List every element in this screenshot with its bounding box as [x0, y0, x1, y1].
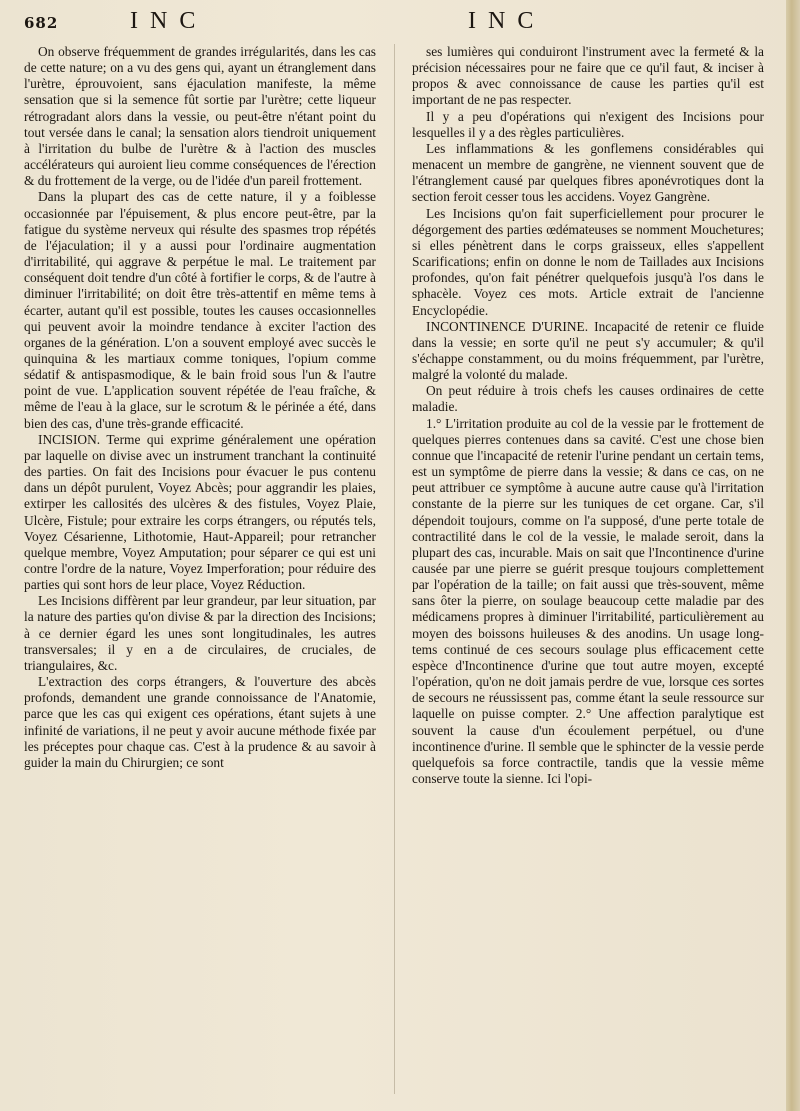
page-edge	[786, 0, 800, 1111]
paragraph: On peut réduire à trois chefs les causes ordinaires de cette maladie.	[412, 383, 764, 415]
column-divider	[394, 44, 395, 1094]
running-header	[0, 6, 800, 40]
paragraph: L'extraction des corps étrangers, & l'ouverture des abcès profonds, demandent une grande connoissance de l'Anatomie, parce que les cas qui exigent ces opérations, étant sujets à une infinité de variations, il ne peut y avoir aucune méthode fixée par les préceptes pour chaque cas. C'est à la prudence & au savoir à guider la main du Chirurgien; ce sont	[24, 674, 376, 770]
paragraph: Les Incisions qu'on fait superficiellement pour procurer le dégorgement des parties œdémateuses se nomment Mouchetures; si elles pénètrent dans le corps graisseux, elles s'appellent Scarifications; enfin on donne le nom de Taillades aux Incisions profondes, qu'on fait pénétrer quelquefois jusqu'à l'os dans le sphacèle. Voyez ces mots. Article extrait de l'ancienne Encyclopédie.	[412, 205, 764, 318]
paragraph: Dans la plupart des cas de cette nature, il y a foiblesse occasionnée par l'épuisement, & plus encore peut-être, par la fatigue du système nerveux qui résulte des spasmes trop répétés de l'éjaculation; il y a aussi pour l'ordinaire augmentation d'irritabilité, qui aggrave & perpétue le mal. Le traitement par conséquent doit tendre d'un côté à fortifier le corps, & de l'autre à diminuer l'irritabilité; on doit être très-attentif en même tems à écarter, autant qu'il est possible, toutes les causes occasionnelles qui peuvent avoir la moindre tendance à exciter l'action des organes de la génération. L'on a souvent employé avec succès le quinquina & les martiaux comme toniques, l'opium comme sédatif & antispasmodique, & le bain froid sous l'un & l'autre point de vue. L'application souvent répétée de l'eau fraîche, & même de l'eau à la glace, sur le scrotum & le périnée a été, dans bien des cas, d'une très-grande efficacité.	[24, 189, 376, 431]
left-column	[24, 44, 376, 771]
running-head-right: I N C	[468, 8, 537, 34]
right-column	[412, 44, 764, 787]
paragraph: On observe fréquemment de grandes irrégularités, dans les cas de cette nature; on a vu des gens qui, ayant un étranglement dans l'urètre, éprouvoient, sans éjaculation manifeste, la même sensation que si la semence fût sortie par l'urètre; cette liqueur rétrogradant alors dans la vessie, ou peut-être n'étant point du tout versée dans le canal; la sensation alors tiendroit uniquement à l'irritation du bulbe de l'urètre & à l'action des muscles accélérateurs qui auroient lieu comme conséquences de l'érection & du frottement de la verge, ou de l'idée d'un pareil frottement.	[24, 44, 376, 189]
page-number: 682	[24, 14, 59, 32]
paragraph: ses lumières qui conduiront l'instrument avec la fermeté & la précision nécessaires pour ne faire que ce qu'il faut, & inciser à propos & avec connoissance de cause les parties qu'il est important de ne pas respecter.	[412, 44, 764, 108]
running-head-left: I N C	[130, 8, 199, 34]
paragraph: 1.° L'irritation produite au col de la vessie par le frottement de quelques pierres contenues dans sa cavité. C'est une chose bien connue que l'incapacité de retenir l'urine pendant un certain tems, est un symptôme de pierre dans la vessie; & dans ce cas, on ne peut attribuer ce symptôme à aucune autre cause qu'à l'irritation constante de la pierre sur les tuniques de cet organe. Car, s'il dépendoit toujours, comme on l'a supposé, d'une perte totale de contractilité dans le col de la vessie, le malade seroit, dans la plupart des cas, incurable. Mais on sait que l'Incontinence d'urine causée par une pierre se guérit presque toujours complettement par l'opération de la taille; on fait aussi que très-souvent, même sans ôter la pierre, on soulage beaucoup cette maladie par des médicamens propres à diminuer l'irritabilité, particulièrement au moyen des boissons huileuses & des anodins. Un usage long-tems continué de ces secours soulage plus efficacement cette espèce d'Incontinence d'urine que tout autre moyen, excepté l'opération, qu'on ne doit jamais perdre de vue, lorsque ces sortes de secours ne réussissent pas, comme étant la seule ressource sur laquelle on puisse compter. 2.° Une affection paralytique est souvent la cause d'un écoulement perpétuel, ou d'une incontinence d'urine. Il semble que le sphincter de la vessie perde quelquefois sa force contractile, tandis que la vessie même conserve toute la sienne. Ici l'opi-	[412, 415, 764, 787]
paragraph: INCONTINENCE D'URINE. Incapacité de retenir ce fluide dans la vessie; en sorte qu'il ne peut s'y accumuler; & qu'il s'échappe constamment, ou du moins fréquemment, par l'urètre, malgré la volonté du malade.	[412, 318, 764, 383]
paragraph: Les inflammations & les gonflemens considérables qui menacent un membre de gangrène, ne viennent souvent que de l'étranglement causé par quelques fibres aponévrotiques dont la section feroit cesser tous les accidens. Voyez Gangrène.	[412, 140, 764, 205]
paragraph: INCISION. Terme qui exprime généralement une opération par laquelle on divise avec un instrument tranchant la continuité des parties. On fait des Incisions pour évacuer le pus contenu dans un dépôt purulent, Voyez Abcès; pour aggrandir les plaies, extirper les callosités des ulcères & des fistules, Voyez Plaie, Ulcère, Fistule; pour extraire les corps étrangers, ou réputés tels, Voyez Césarienne, Lithotomie, Haut-Appareil; pour retrancher quelque membre, Voyez Amputation; pour séparer ce qui est uni contre l'ordre de la nature, Voyez Imperforation; pour réduire des parties qui sont hors de leur place, Voyez Réduction.	[24, 431, 376, 593]
paragraph: Les Incisions diffèrent par leur grandeur, par leur situation, par la nature des parties qu'on divise & par la direction des Incisions; à ce dernier égard les unes sont longitudinales, les autres transversales; il y en a de circulaires, de cruciales, de triangulaires, &c.	[24, 593, 376, 673]
paragraph: Il y a peu d'opérations qui n'exigent des Incisions pour lesquelles il y a des règles particulières.	[412, 108, 764, 140]
